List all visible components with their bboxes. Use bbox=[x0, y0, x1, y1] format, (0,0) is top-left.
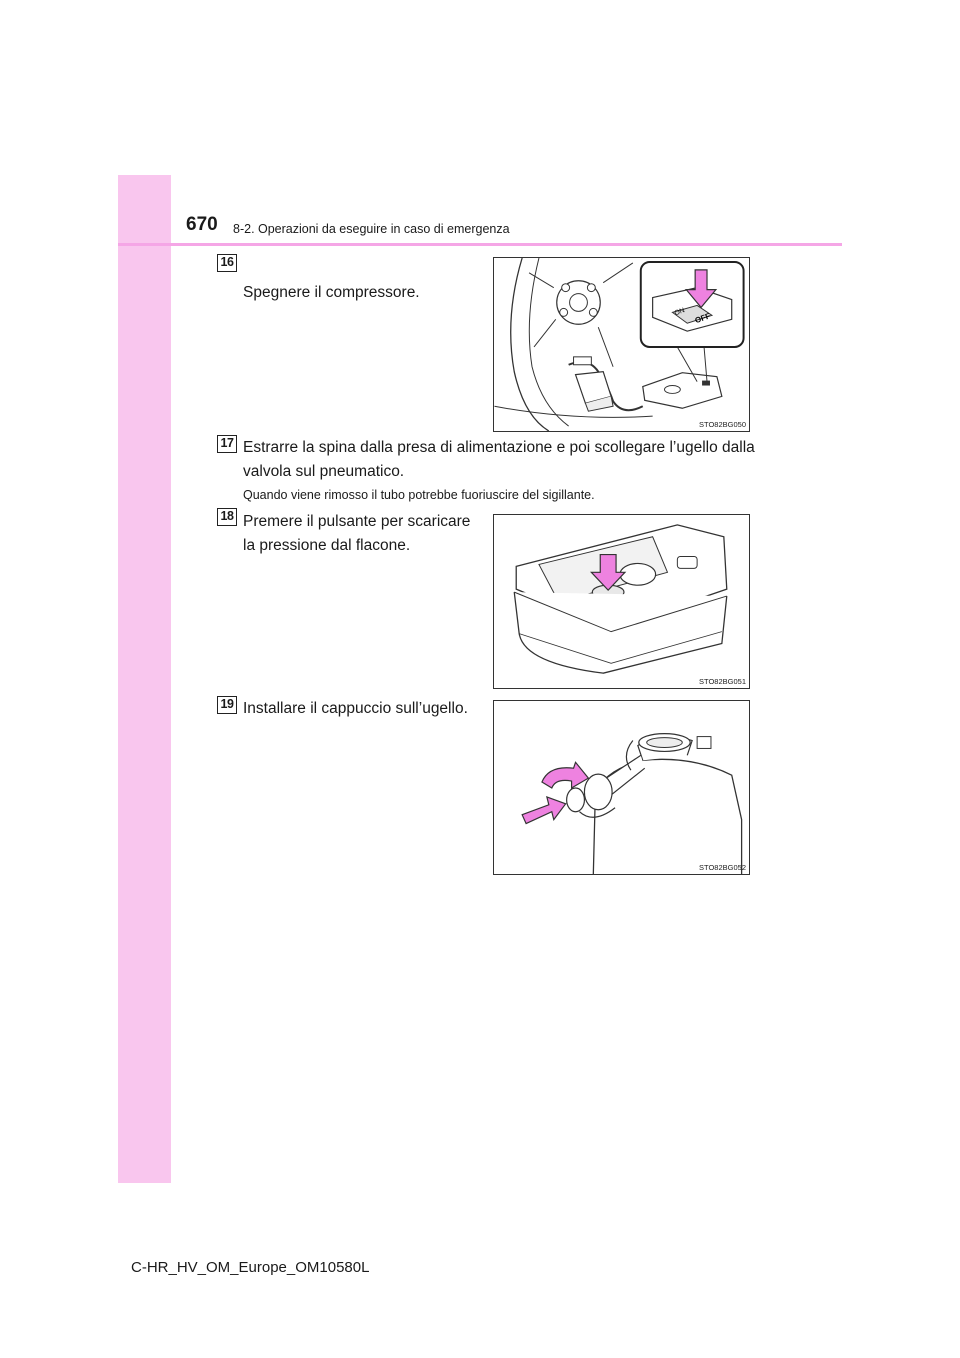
figure-code: STO82BG052 bbox=[699, 863, 746, 872]
compressor-off-illustration bbox=[494, 258, 749, 431]
page-number: 670 bbox=[186, 214, 218, 235]
rotate-arrow-icon bbox=[542, 762, 588, 788]
document-id: C-HR_HV_OM_Europe_OM10580L bbox=[131, 1259, 370, 1276]
header-rule bbox=[118, 243, 842, 246]
step-17-text-line2: valvola sul pneumatico. bbox=[243, 463, 405, 480]
push-arrow-icon bbox=[522, 797, 565, 824]
figure-release-button bbox=[493, 514, 750, 689]
step-number-17: 17 bbox=[217, 435, 237, 453]
step-17-text-line1: Estrarre la spina dalla presa di alimentazione e poi scollegare l’ugello dalla bbox=[243, 439, 755, 456]
figure-code: STO82BG050 bbox=[699, 420, 746, 429]
step-19-text: Installare il cappuccio sull’ugello. bbox=[243, 700, 468, 717]
step-18-text-line1: Premere il pulsante per scaricare bbox=[243, 513, 471, 530]
step-17-note: Quando viene rimosso il tubo potrebbe fuoriuscire del sigillante. bbox=[243, 488, 595, 502]
step-number-19: 19 bbox=[217, 696, 237, 714]
step-number-18: 18 bbox=[217, 508, 237, 526]
nozzle-cap-illustration bbox=[494, 701, 749, 874]
switch-on-label: ON bbox=[673, 307, 686, 318]
section-title: 8-2. Operazioni da eseguire in caso di emergenza bbox=[233, 222, 510, 236]
step-18-text-line2: la pressione dal flacone. bbox=[243, 537, 411, 554]
step-number-16: 16 bbox=[217, 254, 237, 272]
chapter-sidebar-tab bbox=[118, 175, 171, 1183]
figure-code: STO82BG051 bbox=[699, 677, 746, 686]
release-button-illustration bbox=[494, 515, 749, 688]
figure-compressor-off bbox=[493, 257, 750, 432]
step-16-text: Spegnere il compressore. bbox=[243, 284, 420, 301]
figure-nozzle-cap bbox=[493, 700, 750, 875]
switch-off-label: OFF bbox=[693, 311, 712, 326]
